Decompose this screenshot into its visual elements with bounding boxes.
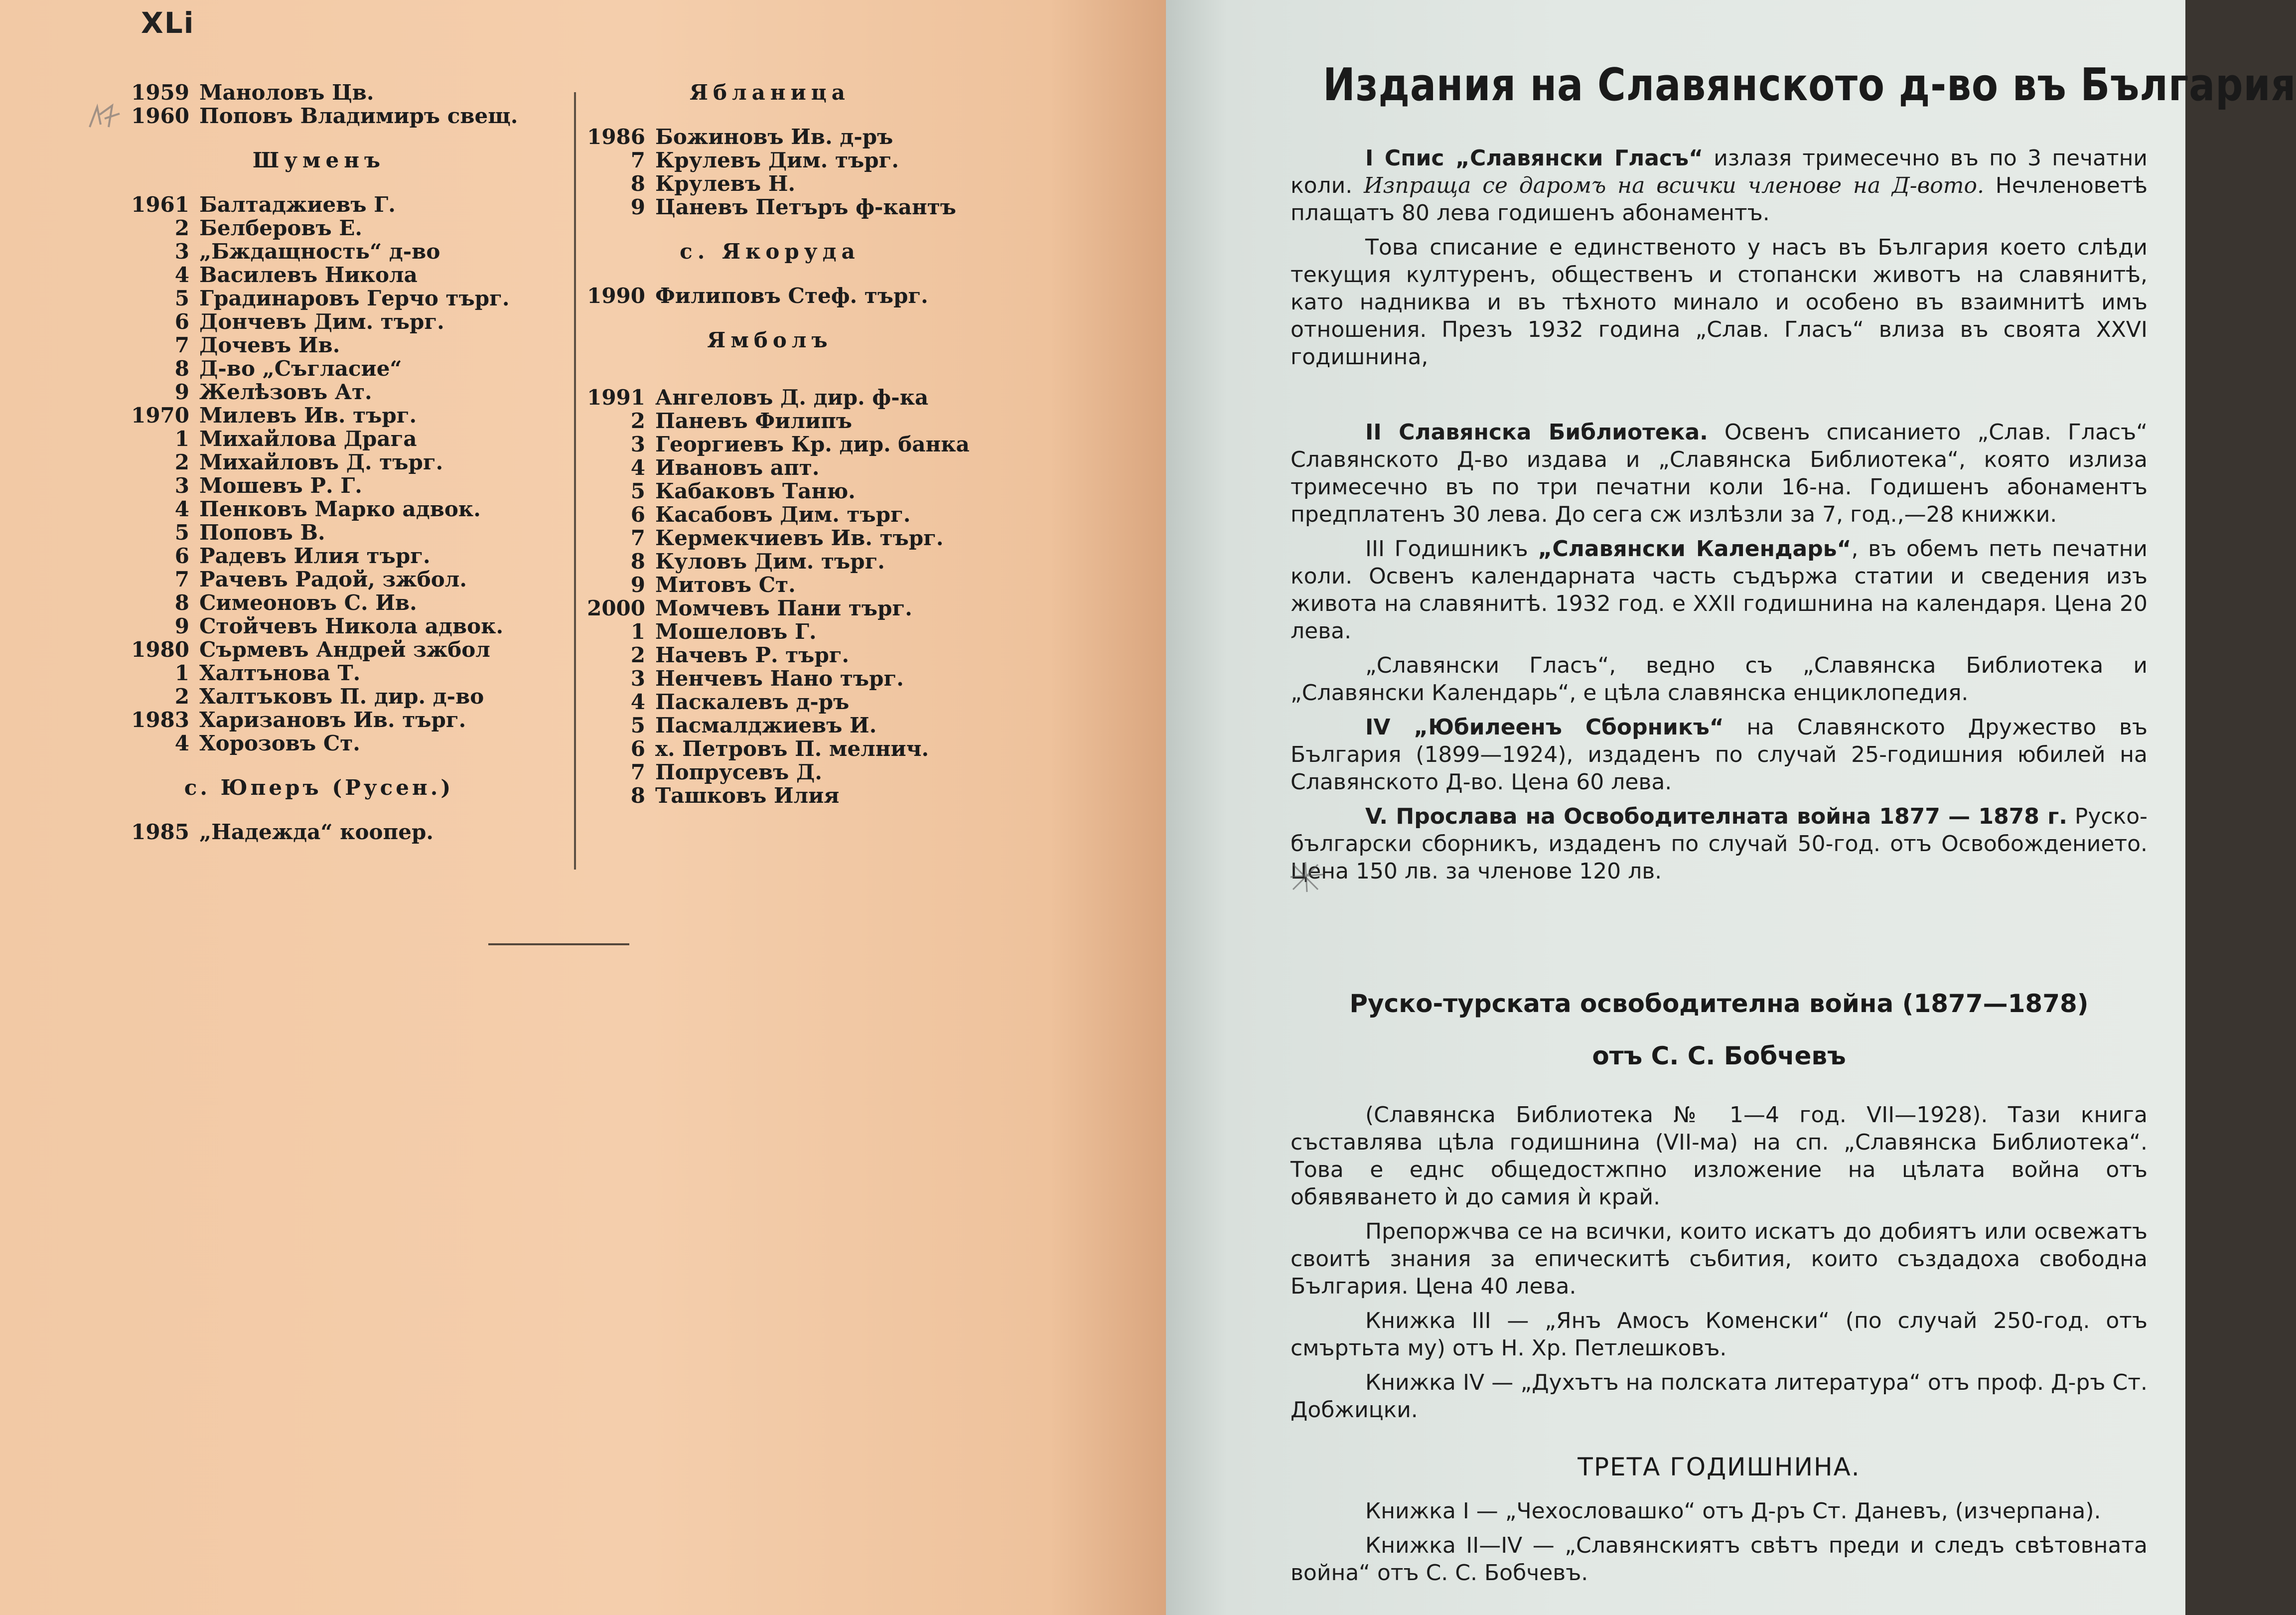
- member-number: 6: [174, 544, 189, 568]
- member-number: 9: [174, 614, 189, 638]
- town-heading-yambol: Ямболъ: [707, 328, 833, 352]
- end-rule: [488, 943, 629, 945]
- member-name: Мошевъ Р. Г.: [199, 473, 362, 498]
- member-number: 1991: [587, 385, 645, 410]
- member-name: Паневъ Филипъ: [655, 409, 853, 433]
- member-entry: [125, 521, 573, 544]
- member-entry: [125, 427, 573, 450]
- member-name: Начевъ Р. търг.: [655, 643, 850, 667]
- member-name: Кабаковъ Таню.: [655, 479, 856, 503]
- member-name: Георгиевъ Кр. дир. банка: [655, 432, 970, 456]
- p2-text: Това списание е единственото у насъ въ България което слѣди текущия културенъ, общественъ и стопански животъ на славянитѣ, като надниква и въ тѣхното минало и особено въ взаимнитѣ имъ отношения. Презъ 1932 година „Слав. Гласъ“ влиза въ своята XXVI годишнина,: [1291, 235, 2148, 370]
- p7-title: V. Прослава на Освободителната война 1877 — 1878 г.: [1365, 804, 2067, 829]
- member-name: Рачевъ Радой, зжбол.: [199, 567, 467, 591]
- member-number: 8: [630, 549, 645, 574]
- member-entry: [125, 357, 573, 380]
- member-name: Ненчевъ Нано търг.: [655, 666, 904, 691]
- p5-text: „Славянски Гласъ“, ведно съ „Славянска Библиотека и „Славянски Календарь“, е цѣла славянска енциклопедия.: [1291, 653, 2148, 706]
- member-name: Симеоновъ С. Ив.: [199, 590, 417, 615]
- member-entry: [580, 737, 979, 760]
- member-number: 4: [174, 263, 189, 287]
- member-number: 2: [174, 684, 189, 709]
- member-entry: [580, 456, 979, 479]
- member-name: Цаневъ Петъръ ф-кантъ: [655, 195, 956, 219]
- p10-text: Книжка III — „Янъ Амосъ Коменски“ (по случай 250-год. отъ смъртьта му) отъ Н. Хр. Петлешковъ.: [1291, 1308, 2148, 1361]
- member-number: 6: [174, 309, 189, 334]
- member-entry: [580, 526, 979, 550]
- member-list-shumen: [125, 193, 573, 755]
- member-number: 2: [174, 216, 189, 240]
- member-name: Сърмевъ Андрей зжбол: [199, 637, 490, 662]
- town-heading-yablanitsa: Ябланица: [689, 80, 850, 105]
- member-list-a: [125, 81, 573, 128]
- p11-text: Книжка IV — „Духътъ на полската литература“ отъ проф. Д-ръ Ст. Добжицки.: [1291, 1370, 2148, 1423]
- member-name: Дончевъ Дим. търг.: [199, 309, 444, 334]
- member-entry: [580, 620, 979, 643]
- member-entry: [125, 614, 573, 638]
- member-name: Момчевъ Пани търг.: [655, 596, 912, 620]
- member-name: Белберовъ Е.: [199, 216, 362, 240]
- member-number: 1990: [587, 284, 645, 308]
- member-number: 4: [630, 455, 645, 480]
- pencil-star-icon: [1288, 860, 1328, 894]
- member-number: 5: [174, 520, 189, 545]
- right-column: [580, 81, 979, 807]
- p9-text: Препоржчва се на всички, които искатъ до добиятъ или освежатъ своитѣ знания за епическитѣ събития, които създадоха свободна България. Цена 40 лева.: [1291, 1219, 2148, 1299]
- member-name: Митовъ Ст.: [655, 573, 796, 597]
- member-entry: [125, 193, 573, 216]
- member-name: Халтънова Т.: [199, 661, 361, 685]
- member-number: 8: [630, 171, 645, 196]
- p3-text: Освенъ списанието „Слав. Гласъ“ Славянското Д-во издава и „Славянска Библиотека“, която излиза тримесечно въ по три печатни коли 16-на. Годишенъ абонаментъ предплатенъ 30 лева. До сега сж излѣзли за 7, год.,—28 книжки.: [1291, 420, 2148, 527]
- publications-text-3: [1291, 1101, 2148, 1431]
- member-name: Попрусевъ Д.: [655, 760, 822, 784]
- member-name: Крулевъ Дим. търг.: [655, 148, 899, 172]
- member-number: 3: [174, 473, 189, 498]
- member-number: 1960: [131, 104, 189, 128]
- member-name: Милевъ Ив. търг.: [199, 403, 417, 428]
- member-number: 6: [630, 736, 645, 761]
- p1-title: I Спис „Славянски Гласъ“: [1365, 146, 1703, 171]
- member-entry: [125, 240, 573, 263]
- member-entry: [580, 643, 979, 667]
- member-number: 2: [174, 450, 189, 474]
- member-entry: [125, 474, 573, 497]
- member-number: 3: [630, 666, 645, 691]
- p12-text: Книжка I — „Чехословашко“ отъ Д-ръ Ст. Даневъ, (изчерпана).: [1365, 1498, 2101, 1524]
- publications-text-1: [1291, 145, 2148, 378]
- member-entry: [580, 784, 979, 807]
- member-entry: [125, 820, 573, 844]
- member-entry: [580, 690, 979, 714]
- column-divider: [574, 92, 576, 870]
- member-number: 5: [630, 713, 645, 737]
- member-number: 1985: [131, 820, 189, 844]
- third-year-heading: ТРЕТА ГОДИШНИНА.: [1578, 1453, 1861, 1481]
- member-name: Радевъ Илия търг.: [199, 544, 430, 568]
- member-name: Ташковъ Илия: [655, 783, 840, 808]
- member-name: Д-во „Съгласие“: [199, 356, 402, 381]
- member-entry: [125, 638, 573, 661]
- member-number: 7: [174, 567, 189, 591]
- member-number: 3: [174, 239, 189, 264]
- member-name: Василевъ Никола: [199, 263, 418, 287]
- member-number: 3: [630, 432, 645, 456]
- member-number: 1980: [131, 637, 189, 662]
- member-name: Градинаровъ Герчо търг.: [199, 286, 510, 310]
- member-entry: [125, 544, 573, 568]
- member-number: 2000: [587, 596, 645, 620]
- member-name: Божиновъ Ив. д-ръ: [655, 125, 893, 149]
- member-entry: [125, 287, 573, 310]
- p1-text-b: Нечленоветѣ плащатъ 80 лева годишенъ абонаментъ.: [1291, 173, 2148, 226]
- p1-italic: Изпраща се даромъ на всички членове на Д-вото.: [1364, 173, 1984, 198]
- member-number: 1983: [131, 708, 189, 732]
- member-entry: [125, 404, 573, 427]
- member-entry: [125, 450, 573, 474]
- member-entry: [580, 172, 979, 195]
- member-entry: [125, 591, 573, 614]
- member-name: Пенковъ Марко адвок.: [199, 497, 481, 521]
- member-entry: [125, 216, 573, 240]
- member-name: Мошеловъ Г.: [655, 619, 817, 644]
- member-entry: [125, 310, 573, 333]
- member-name: „Бждащность“ д-во: [199, 239, 440, 264]
- member-number: 8: [174, 590, 189, 615]
- left-column: [125, 81, 573, 844]
- member-name: Пасмалджиевъ И.: [655, 713, 877, 737]
- member-number: 5: [174, 286, 189, 310]
- member-number: 1961: [131, 192, 189, 217]
- member-number: 1: [174, 661, 189, 685]
- member-entry: [580, 148, 979, 172]
- member-name: Желѣзовъ Ат.: [199, 380, 372, 404]
- member-name: Хорозовъ Ст.: [199, 731, 360, 755]
- p13-text: Книжка II—IV — „Славянскиятъ свѣтъ преди и следъ свѣтовната война“ отъ С. С. Бобчевъ.: [1291, 1533, 2148, 1586]
- member-number: 7: [630, 526, 645, 550]
- member-number: 7: [630, 760, 645, 784]
- member-name: Кермекчиевъ Ив. търг.: [655, 526, 944, 550]
- member-entry: [125, 661, 573, 685]
- member-entry: [580, 479, 979, 503]
- member-number: 8: [630, 783, 645, 808]
- member-entry: [580, 550, 979, 573]
- p6-title: IV „Юбилеенъ Сборникъ“: [1365, 715, 1724, 740]
- member-list-yablanitsa: [580, 125, 979, 219]
- member-entry: [580, 195, 979, 219]
- member-name: Крулевъ Н.: [655, 171, 796, 196]
- member-number: 1970: [131, 403, 189, 428]
- member-entry: [580, 125, 979, 148]
- member-name: Дочевъ Ив.: [199, 333, 340, 357]
- member-entry: [125, 685, 573, 708]
- member-entry: [125, 263, 573, 287]
- p1-text-a: излазя тримесечно въ по 3 печатни коли.: [1291, 146, 2148, 198]
- member-entry: [580, 433, 979, 456]
- member-list-yakoruda: [580, 284, 979, 307]
- member-name: Филиповъ Стеф. търг.: [655, 284, 928, 308]
- member-name: Паскалевъ д-ръ: [655, 690, 850, 714]
- member-number: 1959: [131, 80, 189, 105]
- town-heading-yakoruda: с. Якоруда: [680, 239, 860, 264]
- member-number: 4: [174, 731, 189, 755]
- member-number: 6: [630, 502, 645, 527]
- member-number: 9: [630, 573, 645, 597]
- member-name: „Надежда“ коопер.: [199, 820, 433, 844]
- member-list-yambol: [580, 386, 979, 807]
- member-number: 2: [630, 409, 645, 433]
- p4-title: „Славянски Календарь“: [1538, 536, 1852, 562]
- member-number: 5: [630, 479, 645, 503]
- member-number: 2: [630, 643, 645, 667]
- member-number: 8: [174, 356, 189, 381]
- member-number: 4: [174, 497, 189, 521]
- member-number: 1: [174, 427, 189, 451]
- member-number: 9: [174, 380, 189, 404]
- member-entry: [580, 573, 979, 596]
- member-name: Куловъ Дим. търг.: [655, 549, 885, 574]
- pencil-mark-icon: [85, 100, 125, 135]
- publications-text-2: [1291, 419, 2148, 892]
- member-entry: [125, 568, 573, 591]
- member-entry: [125, 497, 573, 521]
- page-number: XLі: [141, 6, 195, 40]
- member-name: Михайлова Драга: [199, 427, 417, 451]
- book-title: Руско-турската освободителна война (1877—1878): [1349, 989, 2089, 1018]
- member-name: Ангеловъ Д. дир. ф-ка: [655, 385, 929, 410]
- member-entry: [580, 503, 979, 526]
- member-entry: [580, 284, 979, 307]
- member-number: 9: [630, 195, 645, 219]
- member-entry: [125, 104, 573, 128]
- p7-text: Руско-български сборникъ, издаденъ по случай 50-год. отъ Освобождението. Цена 150 лв. за членове 120 лв.: [1291, 804, 2148, 884]
- p3-title: II Славянска Библиотека.: [1365, 420, 1708, 445]
- p8-text: (Славянска Библиотека № 1—4 год. VII—1928). Тази книга съставлява цѣла годишнина (VII-ма) на сп. „Славянска Библиотека“. Това е еднс общедостжпно изложение на цѣлата война отъ обявяването ѝ до самия ѝ край.: [1291, 1102, 2148, 1210]
- p4-text-a: III Годишникъ: [1365, 536, 1538, 562]
- member-entry: [125, 81, 573, 104]
- member-number: 1: [630, 619, 645, 644]
- member-entry: [125, 380, 573, 404]
- p4-text-b: , въ обемъ петь печатни коли. Освенъ календарната часть съдържа статии и сведения изъ живота на славянитѣ. 1932 год. е XXII годишнина на календаря. Цена 20 лева.: [1291, 536, 2148, 644]
- member-entry: [125, 708, 573, 732]
- member-entry: [580, 667, 979, 690]
- member-name: Поповъ Владимиръ свещ.: [199, 104, 518, 128]
- member-entry: [580, 596, 979, 620]
- member-entry: [580, 760, 979, 784]
- member-number: 4: [630, 690, 645, 714]
- member-name: Балтаджиевъ Г.: [199, 192, 396, 217]
- book-author: отъ С. С. Бобчевъ: [1592, 1041, 1846, 1070]
- member-name: Касабовъ Дим. търг.: [655, 502, 911, 527]
- page-heading: Издания на Славянското д-во въ България: [1323, 59, 2296, 111]
- member-name: Халтъковъ П. дир. д-во: [199, 684, 484, 709]
- member-entry: [125, 333, 573, 357]
- member-number: 1986: [587, 125, 645, 149]
- member-entry: [580, 409, 979, 433]
- member-name: Харизановъ Ив. търг.: [199, 708, 466, 732]
- member-name: х. Петровъ П. мелнич.: [655, 736, 929, 761]
- member-number: 7: [630, 148, 645, 172]
- member-name: Михайловъ Д. търг.: [199, 450, 443, 474]
- publications-text-4: [1291, 1497, 2148, 1594]
- member-entry: [580, 386, 979, 409]
- member-name: Стойчевъ Никола адвок.: [199, 614, 504, 638]
- member-number: 7: [174, 333, 189, 357]
- town-heading-shumen: Шуменъ: [252, 148, 386, 172]
- member-entry: [125, 732, 573, 755]
- p6-text: на Славянското Дружество въ България (1899—1924), издаденъ по случай 25-годишния юбилей на Славянското Д-во. Цена 60 лева.: [1291, 715, 2148, 795]
- member-name: Ивановъ апт.: [655, 455, 820, 480]
- member-name: Маноловъ Цв.: [199, 80, 374, 105]
- town-heading-yuper: с. Юперъ (Русен.): [184, 775, 454, 800]
- member-entry: [580, 714, 979, 737]
- member-name: Поповъ В.: [199, 520, 325, 545]
- member-list-yuper: [125, 820, 573, 844]
